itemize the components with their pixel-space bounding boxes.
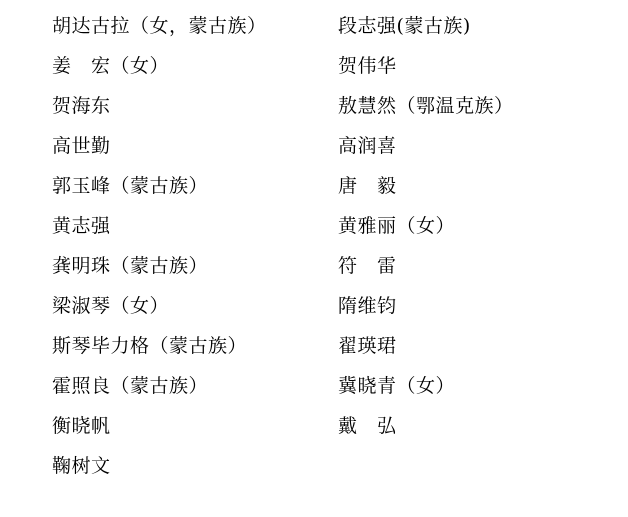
name-cell-left: 梁淑琴（女）: [52, 295, 170, 317]
name-cell-right: 高润喜: [338, 135, 397, 157]
name-cell-right: 戴 弘: [338, 415, 397, 437]
name-cell-left: 衡晓帆: [52, 415, 111, 437]
name-cell-right: 隋维钧: [338, 295, 397, 317]
name-cell-left: 胡达古拉（女，蒙古族）: [52, 15, 267, 37]
name-cell-right: 敖慧然（鄂温克族）: [338, 95, 514, 117]
name-cell-left: 霍照良（蒙古族）: [52, 375, 209, 397]
table-row: [0, 246, 628, 286]
name-cell-right: 贺伟华: [338, 55, 397, 77]
table-row: [0, 126, 628, 166]
table-row: [0, 366, 628, 406]
table-row: [0, 166, 628, 206]
name-cell-left: 鞠树文: [52, 455, 111, 477]
name-cell-left: 姜 宏（女）: [52, 55, 170, 77]
name-cell-right: 段志强(蒙古族): [338, 15, 471, 37]
name-list-body: [0, 6, 628, 486]
name-list-table: [0, 6, 628, 486]
name-cell-left: 高世勤: [52, 135, 111, 157]
name-cell-left: 斯琴毕力格（蒙古族）: [52, 335, 248, 357]
name-cell-right: [330, 446, 628, 486]
table-row: [0, 46, 628, 86]
name-cell-right: 翟瑛珺: [338, 335, 397, 357]
table-row: [0, 406, 628, 446]
name-cell-right: 黄雅丽（女）: [338, 215, 456, 237]
name-cell-left: 黄志强: [52, 215, 111, 237]
name-cell-right: 冀晓青（女）: [338, 375, 456, 397]
name-cell-left: 郭玉峰（蒙古族）: [52, 175, 209, 197]
name-cell-left: 龚明珠（蒙古族）: [52, 255, 209, 277]
table-row: [0, 286, 628, 326]
name-cell-right: 符 雷: [338, 255, 397, 277]
table-row: [0, 206, 628, 246]
name-cell-right: 唐 毅: [338, 175, 397, 197]
table-row: [0, 326, 628, 366]
name-cell-left: 贺海东: [52, 95, 111, 117]
table-row: [0, 86, 628, 126]
table-row: [0, 6, 628, 46]
table-row: [0, 446, 628, 486]
